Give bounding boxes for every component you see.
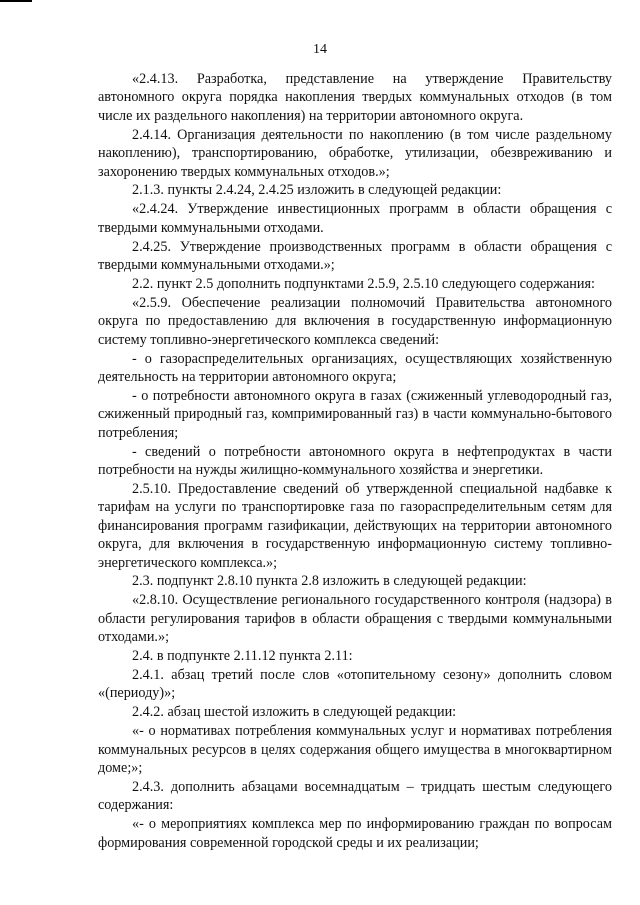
- paragraph-2-5-9: «2.5.9. Обеспечение реализации полномочий Правительства автономного округа по предоставлению для включения в государственную информационную систему топливно-энергетического комплекса сведений:: [98, 294, 612, 348]
- paragraph-2-4-1: 2.4.1. абзац третий после слов «отопительному сезону» дополнить словом «(периоду)»;: [98, 667, 612, 702]
- document-body: [98, 70, 612, 853]
- list-item-gas-organizations: - о газораспределительных организациях, осуществляющих хозяйственную деятельность на территории автономного округа;: [98, 350, 612, 385]
- list-item-oil-products: - сведений о потребности автономного округа в нефтепродуктах в части потребности на нужды жилищно-коммунального хозяйства и энергетики.: [98, 443, 612, 479]
- paragraph-2-4-13: «2.4.13. Разработка, представление на утверждение Правительству автономного округа порядка накопления твердых коммунальных отходов (в том числе их раздельного накопления) на территории автономного округа.: [98, 71, 612, 124]
- list-item-gas-demand: - о потребности автономного округа в газах (сжиженный углеводородный газ, сжиженный природный газ, компримированный газ) в части коммунально-бытового потребления;: [98, 387, 612, 441]
- paragraph-2-4-24: «2.4.24. Утверждение инвестиционных программ в области обращения с твердыми коммунальными отходами.: [98, 201, 612, 236]
- paragraph-2-5-10: 2.5.10. Предоставление сведений об утвержденной специальной надбавке к тарифам на услуги по транспортировке газа по газораспределительным сетям для финансирования программ газификации, действующих на территории автономного округа, для включения в государственную информационную систему топливно-энергетического комплекса.»;: [98, 480, 612, 571]
- paragraph-2-4-14: 2.4.14. Организация деятельности по накоплению (в том числе раздельному накоплению), транспортированию, обработке, утилизации, обезвреживанию и захоронению твердых коммунальных отходов.»;: [98, 126, 612, 180]
- paragraph-2-3: 2.3. подпункт 2.8.10 пункта 2.8 изложить в следующей редакции:: [132, 573, 527, 590]
- paragraph-2-4-25: 2.4.25. Утверждение производственных программ в области обращения с твердыми коммунальными отходами.»;: [98, 238, 612, 274]
- paragraph-2-4: 2.4. в подпункте 2.11.12 пункта 2.11:: [132, 648, 353, 665]
- paragraph-2-2: 2.2. пункт 2.5 дополнить подпунктами 2.5.9, 2.5.10 следующего содержания:: [132, 275, 595, 292]
- paragraph-2-4-2: 2.4.2. абзац шестой изложить в следующей редакции:: [132, 704, 457, 721]
- paragraph-2-8-10: «2.8.10. Осуществление регионального государственного контроля (надзора) в области регулирования тарифов в области обращения с твердыми коммунальными отходами.»;: [98, 592, 612, 646]
- paragraph-2-4-3: 2.4.3. дополнить абзацами восемнадцатым – тридцать шестым следующего содержания:: [98, 778, 612, 814]
- scan-corner-mark: [0, 0, 32, 2]
- paragraph-2-1-3: 2.1.3. пункты 2.4.24, 2.4.25 изложить в следующей редакции:: [132, 182, 502, 199]
- list-item-urban-environment: «- о мероприятиях комплекса мер по информированию граждан по вопросам формирования современной городской среды и их реализации;: [98, 816, 612, 851]
- list-item-consumption-norms: «- о нормативах потребления коммунальных услуг и нормативах потребления коммунальных ресурсов в целях содержания общего имущества в многоквартирном доме;»;: [98, 723, 612, 777]
- page-number: 14: [313, 42, 327, 57]
